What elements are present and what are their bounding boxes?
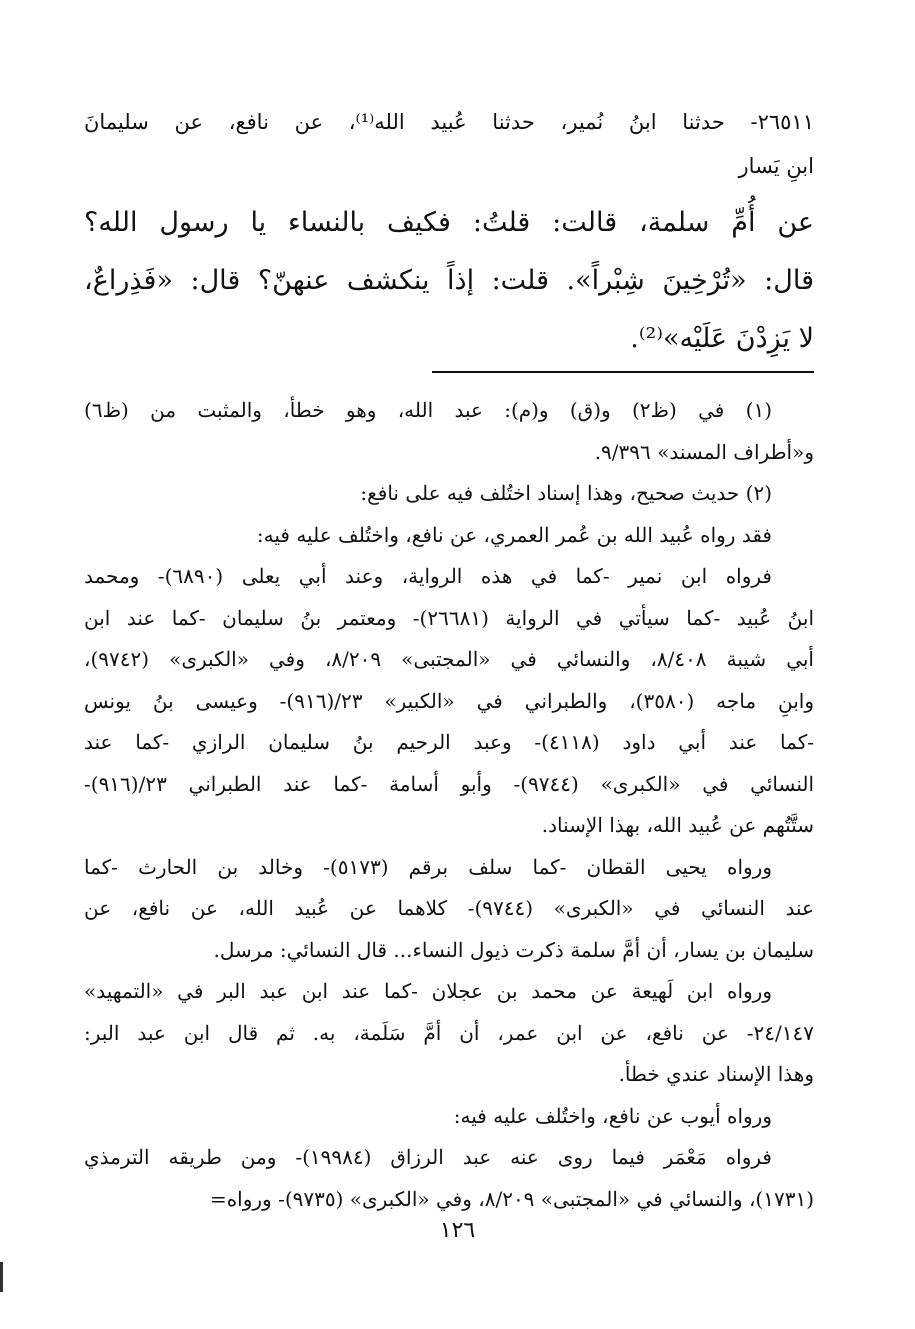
matn-line: عن أُمِّ سلمة، قالت: قلتُ: فكيف بالنساء يا رسول الله؟ (84, 207, 814, 238)
footnote-2 (84, 473, 814, 1220)
scan-edge-mark (0, 1262, 3, 1292)
hadith-isnad (84, 100, 814, 188)
page-number: ١٢٦ (439, 1218, 476, 1243)
hadith-matn (84, 194, 814, 368)
footnote-line: ورواه يحيى القطان -كما سلف برقم (٥١٧٣)- وخالد بن الحارث -كما (84, 854, 772, 879)
footnote-line: سليمان بن يسار، أن أمَّ سلمة ذكرت ذيول النساء... قال النسائي: مرسل. (213, 937, 814, 962)
footnote-line: ستَّتُهم عن عُبيد الله، بهذا الإسناد. (541, 813, 814, 837)
isnad-line: ابنِ يَسار (738, 154, 814, 178)
footnote-line: النسائي في «الكبرى» (٩٧٤٤)- وأبو أسامة -كما عند الطبراني ٢٣/(٩١٦)- (84, 771, 814, 796)
footnote-1 (84, 390, 814, 473)
footnote-line: -كما عند أبي داود (٤١١٨)- وعبد الرحيم بنُ سليمان الرازي -كما عند (84, 730, 814, 754)
footnote-line: فرواه مَعْمَر فيما روى عنه عبد الرزاق (١٩٩٨٤)- ومن طريقه الترمذي (84, 1145, 772, 1169)
footnote-line: ورواه أيوب عن نافع، واختُلف عليه فيه: (453, 1103, 772, 1128)
isnad-line: ٢٦٥١١- حدثنا ابنُ نُمير، حدثنا عُبيد الله⁽¹⁾، عن نافع، عن سليمانَ (84, 110, 814, 134)
footnote-line: عند النسائي في «الكبرى» (٩٧٤٤)- كلاهما عن عُبيد الله، عن نافع، عن (84, 896, 814, 920)
footnote-line: أبي شيبة ٨/٤٠٨، والنسائي في «المجتبى» ٨/٢٠٩، وفي «الكبرى» (٩٧٤٢)، (84, 647, 814, 671)
footnote-line: فقد رواه عُبيد الله بن عُمر العمري، عن نافع، واختُلف عليه فيه: (256, 522, 772, 547)
footnote-line: ٢٤/١٤٧- عن نافع، عن ابن عمر، أن أمَّ سَلَمة، به. ثم قال ابن عبد البر: (84, 1020, 814, 1045)
footnote-separator (432, 371, 814, 373)
footnote-line: ورواه ابن لَهيعة عن محمد بن عجلان -كما عند ابن عبد البر في «التمهيد» (84, 979, 772, 1003)
matn-line: قال: «تُرْخِينَ شِبْراً». قلت: إذاً ينكشف عنهنّ؟ قال: «فَذِراعٌ، (84, 265, 814, 296)
footnote-line: وهذا الإسناد عندي خطأ. (618, 1062, 814, 1086)
footnote-line: و«أطراف المسند» ٩/٣٩٦. (594, 439, 814, 464)
footnote-line: (١) في (ظ٢) و(ق) و(م): عبد الله، وهو خطأ، والمثبت من (ظ٦) (84, 398, 772, 422)
footnote-line: (٢) حديث صحيح، وهذا إسناد اختُلف فيه على نافع: (360, 481, 772, 505)
footnote-line: فرواه ابن نمير -كما في هذه الرواية، وعند أبي يعلى (٦٨٩٠)- ومحمد (84, 564, 772, 588)
footnote-line: (١٧٣١)، والنسائي في «المجتبى» ٨/٢٠٩، وفي «الكبرى» (٩٧٣٥)- ورواه= (209, 1186, 814, 1211)
matn-line: لا يَزِدْنَ عَلَيْه»⁽²⁾. (630, 323, 814, 354)
footnote-line: ابنُ عُبيد -كما سيأتي في الرواية (٢٦٦٨١)- ومعتمر بنُ سليمان -كما عند ابن (84, 605, 814, 630)
footnotes (84, 390, 814, 1220)
footnote-line: وابنِ ماجه (٣٥٨٠)، والطبراني في «الكبير» ٢٣/(٩١٦)- وعيسى بنُ يونس (84, 688, 814, 713)
